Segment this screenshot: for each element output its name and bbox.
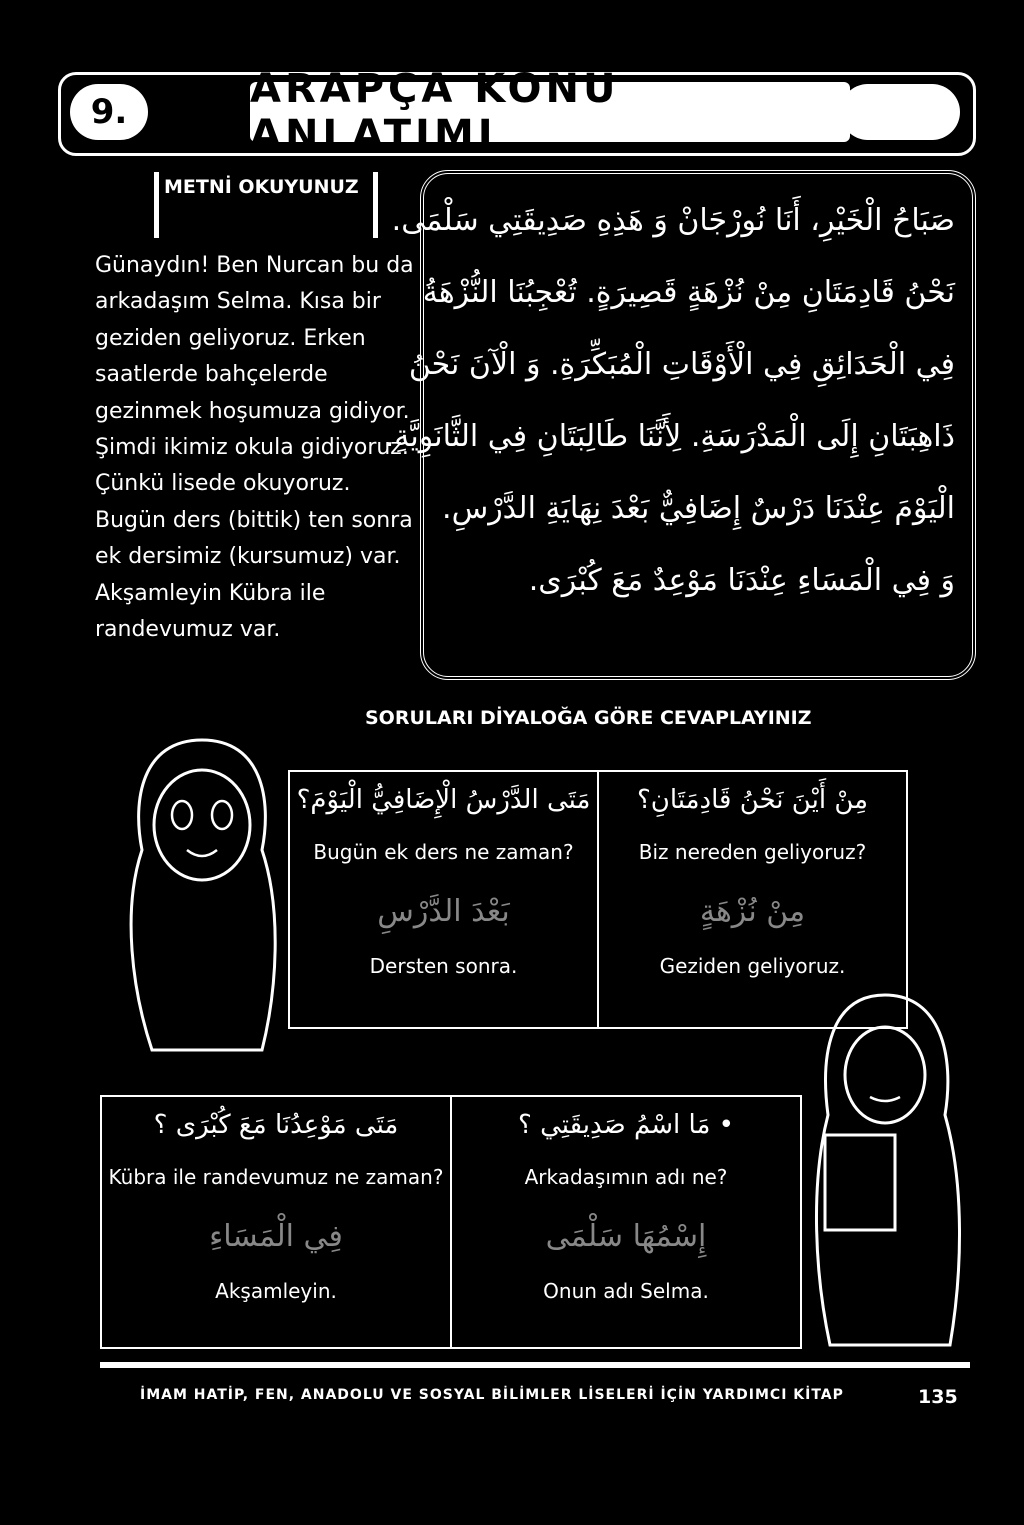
footer-caption: İMAM HATİP, FEN, ANADOLU VE SOSYAL BİLİMLER LİSELERİ İÇİN YARDIMCI KİTAP: [140, 1387, 844, 1403]
question-arabic: مَتَى مَوْعِدُنَا مَعَ كُبْرَى ؟: [153, 1110, 399, 1140]
question-cell: [290, 772, 597, 1027]
turkish-line: Günaydın! Ben Nurcan bu da: [95, 253, 414, 278]
page-title: ARAPÇA KONU ANLATIMI: [250, 82, 850, 142]
arabic-line: الْيَوْمَ عِنْدَنَا دَرْسٌ إِضَافِيٌّ بَعْدَ نِهَايَةِ الدَّرْسِ.: [442, 491, 955, 526]
question-arabic: مِنْ أَيْنَ نَحْنُ قَادِمَتَانِ؟: [636, 785, 869, 815]
arabic-line: صَبَاحُ الْخَيْرِ، أَنَا نُورْجَانْ وَ هَذِهِ صَدِيقَتِي سَلْمَى.: [391, 203, 955, 238]
turkish-paragraph: [95, 248, 425, 648]
unit-number-badge: 9.: [70, 84, 148, 140]
question-turkish: Arkadaşımın adı ne?: [524, 1165, 728, 1189]
footer-divider: [100, 1362, 970, 1368]
answer-turkish: Dersten sonra.: [369, 954, 518, 978]
girl-illustration-right: [800, 985, 970, 1355]
answer-turkish: Akşamleyin.: [215, 1279, 337, 1303]
answer-arabic: فِي الْمَسَاءِ: [209, 1219, 343, 1254]
question-arabic: • مَا اسْمُ صَدِيقَتِي ؟: [518, 1110, 734, 1140]
banner-end-cap: [840, 84, 960, 140]
question-turkish: Biz nereden geliyoruz?: [638, 840, 867, 864]
arabic-line: فِي الْحَدَائِقِ فِي الْأَوْقَاتِ الْمُبَكِّرَةِ. وَ الْآنَ نَحْنُ: [408, 347, 955, 382]
turkish-line: Akşamleyin Kübra ile: [95, 580, 326, 606]
arabic-paragraph: [384, 185, 955, 617]
turkish-line: Çünkü lisede okuyoruz.: [95, 471, 351, 497]
question-turkish: Bugün ek ders ne zaman?: [313, 840, 574, 864]
question-cell: [450, 1097, 800, 1347]
arabic-line: ذَاهِبَتَانِ إِلَى الْمَدْرَسَةِ. لِأَنَّنَا طَالِبَتَانِ فِي الثَّانَوِيَّةِ.: [384, 419, 955, 454]
question-arabic: مَتَى الدَّرْسُ الْإِضَافِيُّ الْيَوْمَ؟: [296, 785, 591, 815]
question-turkish: Kübra ile randevumuz ne zaman?: [108, 1165, 444, 1189]
answer-arabic: مِنْ نُزْهَةٍ: [699, 894, 806, 929]
turkish-line: gezinmek hoşumuza gidiyor.: [95, 398, 410, 424]
heading-bracket-right: [373, 172, 378, 238]
answer-turkish: Onun adı Selma.: [543, 1279, 709, 1303]
turkish-line: geziden geliyoruz. Erken: [95, 325, 366, 351]
arabic-line: وَ فِي الْمَسَاءِ عِنْدَنَا مَوْعِدٌ مَعَ كُبْرَى.: [528, 563, 955, 598]
answer-arabic: إِسْمُهَا سَلْمَى: [545, 1219, 707, 1254]
page-number: 135: [918, 1386, 958, 1408]
turkish-line: Bugün ders (bittik) ten sonra: [95, 507, 413, 533]
reading-heading: METNİ OKUYUNUZ: [164, 176, 359, 198]
question-cell: [102, 1097, 450, 1347]
turkish-line: saatlerde bahçelerde: [95, 362, 328, 388]
girl-illustration-left: [112, 730, 292, 1070]
turkish-line: Şimdi ikimiz okula gidiyoruz.: [95, 435, 409, 461]
answer-turkish: Geziden geliyoruz.: [659, 954, 846, 978]
turkish-line: arkadaşım Selma. Kısa bir: [95, 289, 381, 315]
turkish-line: ek dersimiz (kursumuz) var.: [95, 544, 401, 570]
questions-grid-bottom: [100, 1095, 802, 1349]
questions-heading: SORULARI DİYALOĞA GÖRE CEVAPLAYINIZ: [365, 707, 812, 729]
arabic-line: نَحْنُ قَادِمَتَانِ مِنْ نُزْهَةٍ قَصِيرَةٍ. تُعْجِبُنَا النُّزْهَةُ: [422, 275, 955, 310]
answer-arabic: بَعْدَ الدَّرْسِ: [377, 894, 510, 929]
turkish-line: randevumuz var.: [95, 617, 281, 643]
